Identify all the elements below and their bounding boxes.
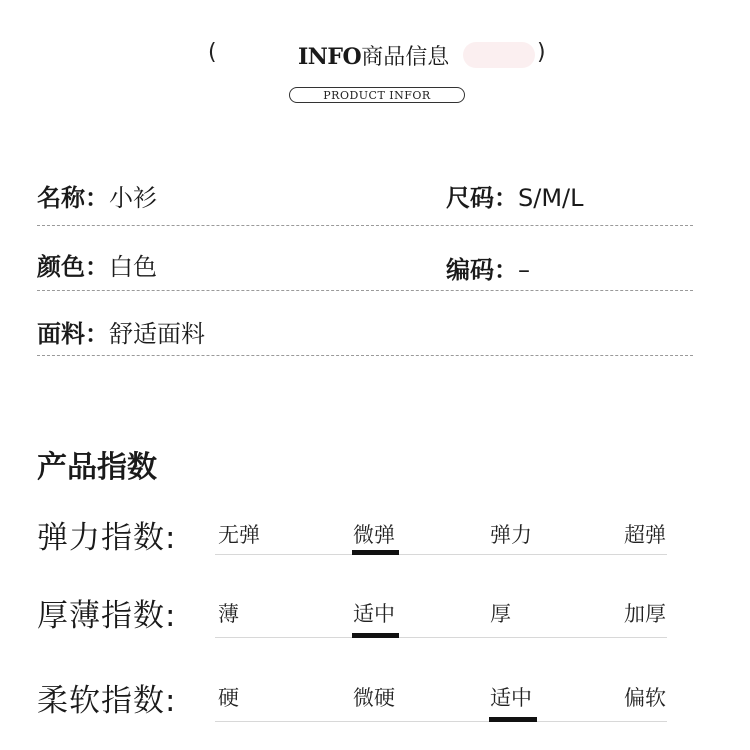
index-option: 偏软 (624, 686, 666, 710)
index-option-selected: 微弹 (353, 523, 395, 547)
name-label: 名称： (37, 184, 109, 212)
divider (37, 290, 693, 291)
index-marker (352, 550, 399, 555)
index-option: 薄 (218, 602, 239, 626)
index-label-softness: 柔软指数: (37, 683, 177, 719)
index-option: 超弹 (624, 523, 666, 547)
info-size (446, 178, 583, 213)
index-track (215, 721, 667, 722)
subtitle-text: PRODUCT INFOR (323, 88, 431, 102)
index-marker (352, 633, 399, 638)
index-track (215, 637, 667, 638)
index-label-thickness: 厚薄指数: (37, 598, 177, 634)
index-option: 厚 (490, 602, 511, 626)
fabric-value: 舒适面料 (109, 320, 205, 348)
page-title-en: INFO (298, 44, 362, 70)
header-paren-right: ) (537, 40, 546, 65)
info-name (37, 178, 157, 213)
color-label: 颜色： (37, 253, 109, 281)
header-decoration (463, 42, 535, 68)
index-marker (489, 717, 537, 722)
index-track (215, 554, 667, 555)
divider (37, 225, 693, 226)
section-title: 产品指数 (37, 450, 157, 485)
index-option: 无弹 (218, 523, 260, 547)
index-option-selected: 适中 (490, 686, 532, 710)
name-value: 小衫 (109, 184, 157, 212)
subtitle-pill (289, 87, 465, 103)
info-code (446, 250, 530, 285)
fabric-label: 面料： (37, 320, 109, 348)
index-option: 微硬 (353, 686, 395, 710)
header-paren-left: ( (208, 40, 217, 65)
page-title (298, 40, 449, 71)
code-value: – (518, 256, 530, 284)
size-value: S/M/L (518, 184, 584, 212)
index-option: 弹力 (490, 523, 532, 547)
page-title-cn: 商品信息 (361, 45, 450, 70)
color-value: 白色 (109, 253, 157, 281)
index-option: 加厚 (624, 602, 666, 626)
index-option: 硬 (218, 686, 239, 710)
code-label: 编码： (446, 256, 518, 284)
index-option-selected: 适中 (353, 602, 395, 626)
size-label: 尺码： (446, 184, 518, 212)
info-fabric (37, 314, 205, 349)
info-color (37, 247, 157, 282)
divider (37, 355, 693, 356)
index-label-elasticity: 弹力指数: (37, 520, 177, 556)
